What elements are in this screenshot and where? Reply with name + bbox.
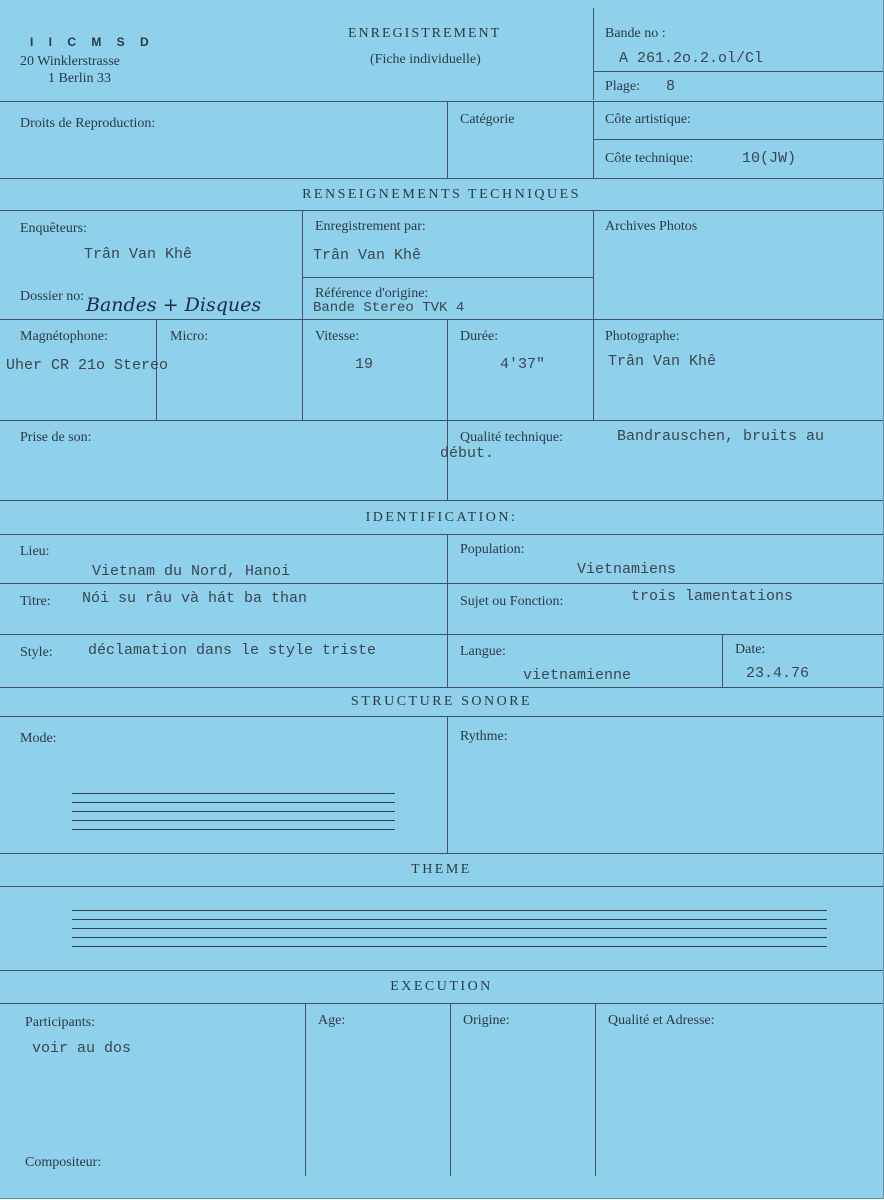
lieu-label: Lieu: [20,544,50,559]
sujet-label: Sujet ou Fonction: [460,594,564,609]
divider [594,139,883,140]
reference-value: Bande Stereo TVK 4 [313,300,465,316]
divider [0,420,883,421]
divider [593,102,594,178]
magnetophone-value: Uher CR 21o Stereo [6,357,169,374]
enregistrement-par-value: Trân Van Khê [313,247,422,264]
style-label: Style: [20,645,53,660]
divider [722,635,723,687]
style-value: déclamation dans le style triste [88,642,377,659]
enqueteurs-value: Trân Van Khê [84,246,193,263]
divider [0,500,883,501]
form-subtitle: (Fiche individuelle) [370,52,481,67]
archives-photos-label: Archives Photos [605,219,698,234]
cote-technique-label: Côte technique: [605,151,694,166]
qualite-technique-label: Qualité technique: [460,430,564,445]
dossier-label: Dossier no: [20,289,85,304]
divider [594,71,883,72]
divider [447,535,448,687]
titre-label: Titre: [20,594,51,609]
prise-de-son-label: Prise de son: [20,430,92,445]
qualite-adresse-label: Qualité et Adresse: [608,1013,715,1028]
origine-label: Origine: [463,1013,510,1028]
divider [0,687,883,688]
vitesse-value: 19 [355,356,374,373]
population-label: Population: [460,542,525,557]
divider [0,534,883,535]
cote-technique-value: 10(JW) [742,150,797,167]
participants-value: voir au dos [32,1040,132,1057]
compositeur-label: Compositeur: [25,1155,102,1170]
address-line-1: 20 Winklerstrasse [20,54,120,69]
divider [593,211,594,420]
plage-label: Plage: [605,79,640,94]
magnetophone-label: Magnétophone: [20,329,108,344]
section-title-execution: EXECUTION [390,979,493,994]
section-title-technical: RENSEIGNEMENTS TECHNIQUES [302,187,581,202]
bande-label: Bande no : [605,26,666,41]
divider [0,886,883,887]
bande-value: A 261.2o.2.ol/Cl [619,50,764,67]
divider [0,716,883,717]
photographe-label: Photographe: [605,329,680,344]
cote-artistique-label: Côte artistique: [605,112,691,127]
participants-label: Participants: [25,1015,95,1030]
divider [447,717,448,853]
qualite-technique-value-line2: début. [440,445,495,462]
micro-label: Micro: [170,329,209,344]
rythme-label: Rythme: [460,729,508,744]
langue-value: vietnamienne [523,667,632,684]
date-value: 23.4.76 [746,665,810,682]
organization-name: I I C M S D [30,35,155,49]
address-line-2: 1 Berlin 33 [48,71,111,86]
divider [447,320,448,500]
divider [302,211,303,420]
divider [0,970,883,971]
plage-value: 8 [666,78,676,95]
duree-label: Durée: [460,329,499,344]
date-label: Date: [735,642,766,657]
langue-label: Langue: [460,644,506,659]
population-value: Vietnamiens [577,561,677,578]
divider [305,1004,306,1176]
divider [0,319,883,320]
mode-label: Mode: [20,731,57,746]
reference-label: Référence d'origine: [315,286,429,301]
divider [450,1004,451,1176]
section-title-structure: STRUCTURE SONORE [350,694,533,709]
age-label: Age: [318,1013,346,1028]
categorie-label: Catégorie [460,112,515,127]
dossier-value-handwritten: Bandes + Disques [86,294,262,316]
divider [0,178,883,179]
divider [593,8,594,100]
droits-label: Droits de Reproduction: [20,116,156,131]
section-title-theme: THEME [411,862,472,877]
form-title: ENREGISTREMENT [348,26,502,41]
divider [595,1004,596,1176]
qualite-technique-value: Bandrauschen, bruits au [617,428,825,445]
titre-value: Nói su râu và hát ba than [82,590,308,607]
photographe-value: Trân Van Khê [608,353,717,370]
divider [303,277,593,278]
divider [0,634,883,635]
divider [0,101,883,102]
vitesse-label: Vitesse: [315,329,360,344]
enregistrement-par-label: Enregistrement par: [315,219,426,234]
divider [0,210,883,211]
sujet-value: trois lamentations [631,588,794,605]
enqueteurs-label: Enquêteurs: [20,221,87,236]
section-title-identification: IDENTIFICATION: [365,510,518,525]
divider [0,1003,883,1004]
divider [0,853,883,854]
divider [447,102,448,178]
divider [0,583,883,584]
lieu-value: Vietnam du Nord, Hanoi [92,563,291,580]
duree-value: 4'37" [500,356,546,373]
